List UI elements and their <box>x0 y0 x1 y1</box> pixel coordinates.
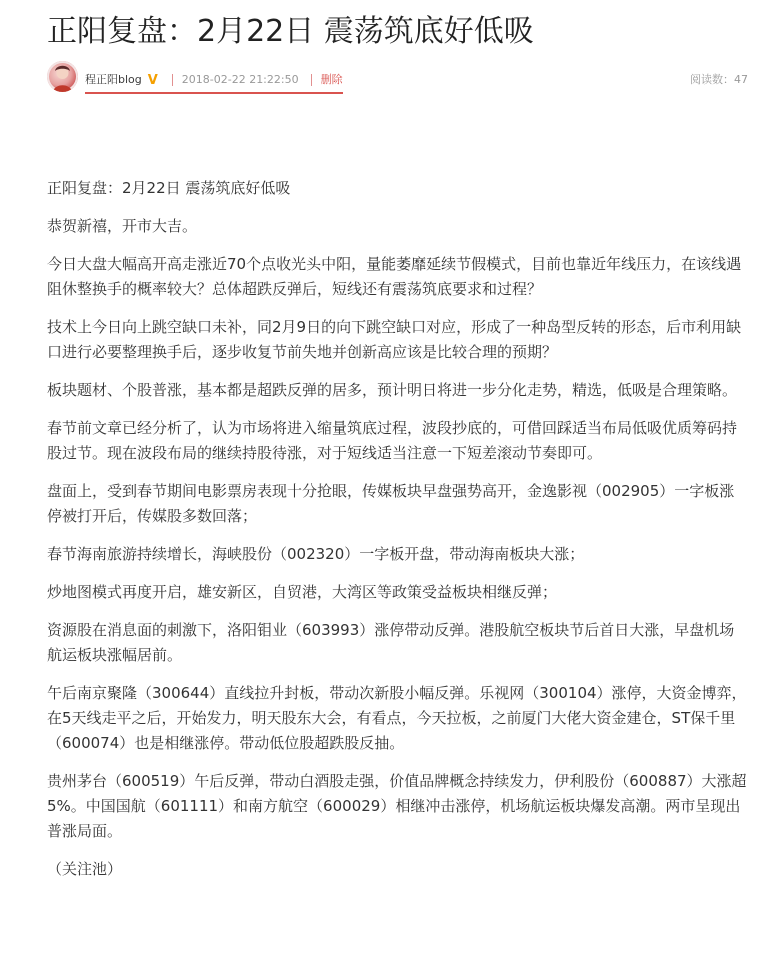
paragraph: 盘面上，受到春节期间电影票房表现十分抢眼，传媒板块早盘强势高开，金逸影视（002905）一字板涨停被打开后，传媒股多数回落； <box>47 482 735 525</box>
paragraph: 恭贺新禧，开市大吉。 <box>47 217 198 235</box>
paragraph: 春节前文章已经分析了，认为市场将进入缩量筑底过程，波段抄底的，可借回踩适当布局低吸优质筹码持股过节。现在波段布局的继续持股待涨，对于短线适当注意一下短差滚动节奏即可。 <box>47 419 738 462</box>
article-body <box>47 176 747 895</box>
divider <box>172 74 173 86</box>
paragraph: 正阳复盘：2月22日 震荡筑底好低吸 <box>47 179 291 197</box>
article-meta <box>47 61 748 93</box>
paragraph: 技术上今日向上跳空缺口未补，同2月9日的向下跳空缺口对应，形成了一种岛型反转的形态，后市利用缺口进行必要整理换手后，逐步收复节前失地并创新高应该是比较合理的预期？ <box>47 318 742 361</box>
author-link[interactable]: 程正阳blog <box>85 73 142 86</box>
publish-date: 2018-02-22 21:22:50 <box>181 73 299 86</box>
paragraph: 今日大盘大幅高开高走涨近70个点收光头中阳，量能萎靡延续节假模式，目前也靠近年线压力，在该线遇阻休整换手的概率较大？总体超跌反弹后，短线还有震荡筑底要求和过程？ <box>47 255 742 298</box>
divider <box>311 74 312 86</box>
delete-link[interactable]: 删除 <box>320 73 343 86</box>
avatar[interactable] <box>47 61 78 92</box>
paragraph: 贵州茅台（600519）午后反弹，带动白酒股走强，价值品牌概念持续发力，伊利股份（600887）大涨超5%。中国国航（601111）和南方航空（600029）相继冲击涨停，机场航运板块爆发高潮。两市呈现出普涨局面。 <box>47 772 747 840</box>
paragraph: （关注池） <box>47 860 123 878</box>
paragraph: 春节海南旅游持续增长，海峡股份（002320）一字板开盘，带动海南板块大涨； <box>47 545 585 563</box>
paragraph: 板块题材、个股普涨，基本都是超跌反弹的居多，预计明日将进一步分化走势，精选，低吸是合理策略。 <box>47 381 738 399</box>
paragraph: 炒地图模式再度开启，雄安新区，自贸港，大湾区等政策受益板块相继反弹； <box>47 583 558 601</box>
article-title: 正阳复盘：2月22日 震荡筑底好低吸 <box>47 14 534 49</box>
vip-badge-icon: V <box>147 72 158 88</box>
paragraph: 午后南京聚隆（300644）直线拉升封板，带动次新股小幅反弹。乐视网（300104）涨停，大资金博弈，在5天线走平之后，开始发力，明天股东大会，有看点，今天拉板，之前厦门大佬大资金建仓，ST保千里（600074）也是相继涨停。带动低位股超跌股反抽。 <box>47 684 747 752</box>
meta-line <box>85 71 343 94</box>
paragraph: 资源股在消息面的刺激下，洛阳钼业（603993）涨停带动反弹。港股航空板块节后首日大涨，早盘机场航运板块涨幅居前。 <box>47 621 735 664</box>
read-count: 阅读数：47 <box>690 73 748 86</box>
avatar-portrait-icon <box>47 61 78 92</box>
